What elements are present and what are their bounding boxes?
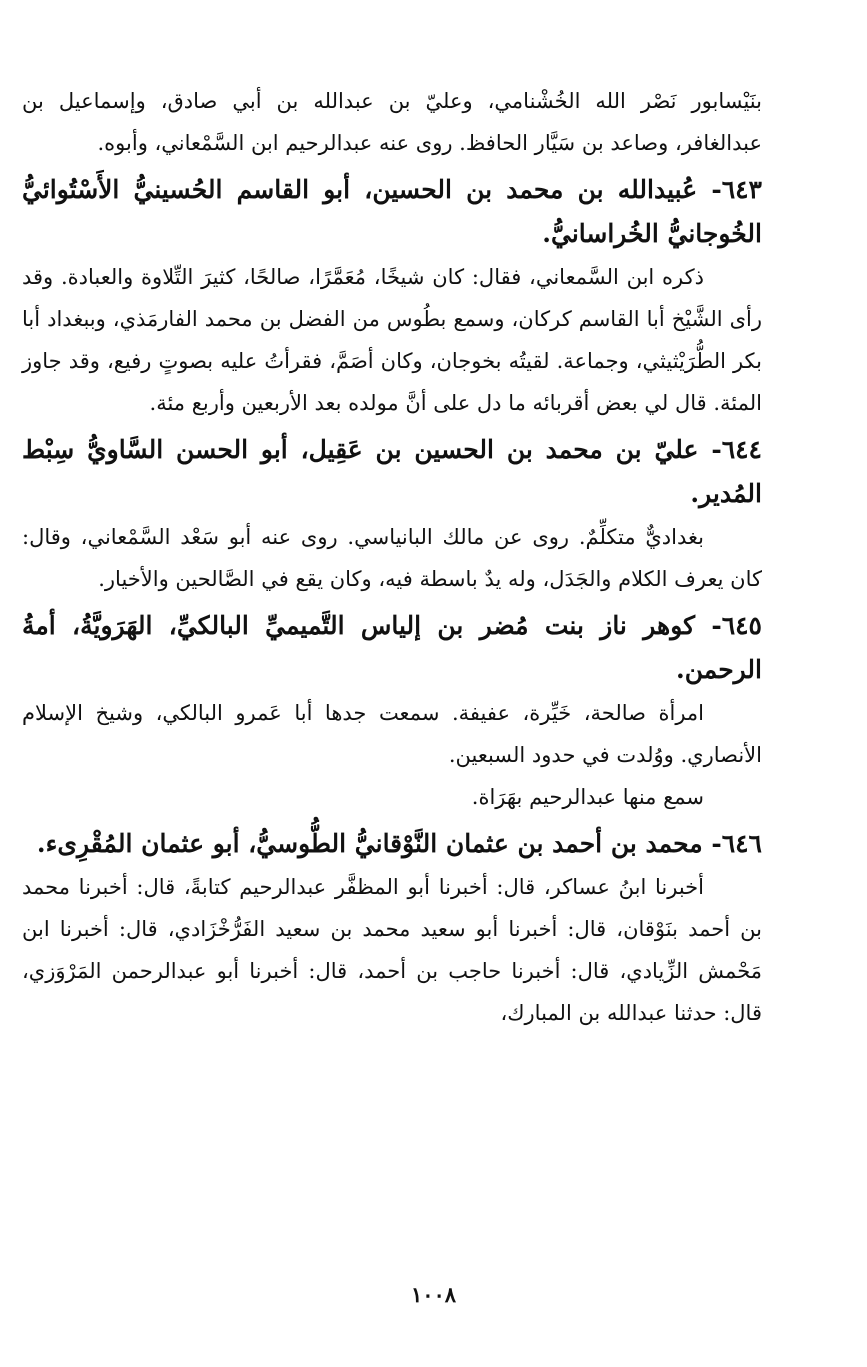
entry-body-643: ذكره ابن السَّمعاني، فقال: كان شيخًا، مُعَمَّرًا، صالحًا، كثيرَ التِّلاوة والعبادة. وقد رأى الشَّيْخ أبا القاسم كركان، وسمع بطُوس من الفضل بن محمد الفارمَذي، وببغداد أبا بكر الطُّرَيْثيثي، وجماعة. لقيتُه بخوجان، وكان أصَمَّ، فقرأتُ عليه بصوتٍ رفيع، وقد جاوز المئة. قال لي بعض أقربائه ما دل على أنَّ مولده بعد الأربعين وأربع مئة. [22, 265, 762, 415]
entry-body-644: بغداديٌّ متكلِّمٌ. روى عن مالك البانياسي. روى عنه أبو سَعْد السَّمْعاني، وقال: كان يعرف الكلام والجَدَل، وله يدٌ باسطة فيه، وكان يقع في الصَّالحين والأخيار. [22, 525, 762, 591]
entry-body-645: امرأة صالحة، خَيِّرة، عفيفة. سمعت جدها أبا عَمرو البالكي، وشيخ الإسلام الأنصاري. ووُلدت في حدود السبعين. [22, 701, 762, 767]
page-content [22, 80, 762, 1034]
entry-heading-644: ٦٤٤- عليّ بن محمد بن الحسين بن عَقِيل، أبو الحسن السَّاويُّ سِبْط المُدير. [22, 435, 762, 508]
entry-heading-646: ٦٤٦- محمد بن أحمد بن عثمان النَّوْقانيُّ الطُّوسيُّ، أبو عثمان المُقْرِىء. [36, 829, 762, 858]
continuation-paragraph: بنَيْسابور نَصْر الله الخُشْنامي، وعليّ بن عبدالله بن أبي صادق، وإسماعيل بن عبدالغافر، وصاعد بن سَيَّار الحافظ. روى عنه عبدالرحيم ابن السَّمْعاني، وأبوه. [22, 89, 762, 155]
entry-body-645-note: سمع منها عبدالرحيم بهَرَاة. [471, 785, 704, 809]
entry-body-646: أخبرنا ابنُ عساكر، قال: أخبرنا أبو المظفَّر عبدالرحيم كتابةً، قال: أخبرنا محمد بن أحمد بنَوْقان، قال: أخبرنا أبو سعيد محمد بن سعيد الفَرُّخْزَادي، قال: أخبرنا ابن مَحْمش الزِّيادي، قال: أخبرنا حاجب بن أحمد، قال: أخبرنا أبو عبدالرحمن المَرْوَزي، قال: حدثنا عبدالله بن المبارك، [22, 875, 762, 1025]
entry-heading-643: ٦٤٣- عُبيدالله بن محمد بن الحسين، أبو القاسم الحُسينيُّ الأَسْتُوائيُّ الخُوجانيُّ الخُراسانيُّ. [22, 175, 762, 248]
page-number: ١٠٠٨ [410, 1282, 457, 1307]
entry-heading-645: ٦٤٥- كوهر ناز بنت مُضر بن إلياس التَّميميِّ البالكيِّ، الهَرَويَّةُ، أمةُ الرحمن. [22, 611, 762, 684]
